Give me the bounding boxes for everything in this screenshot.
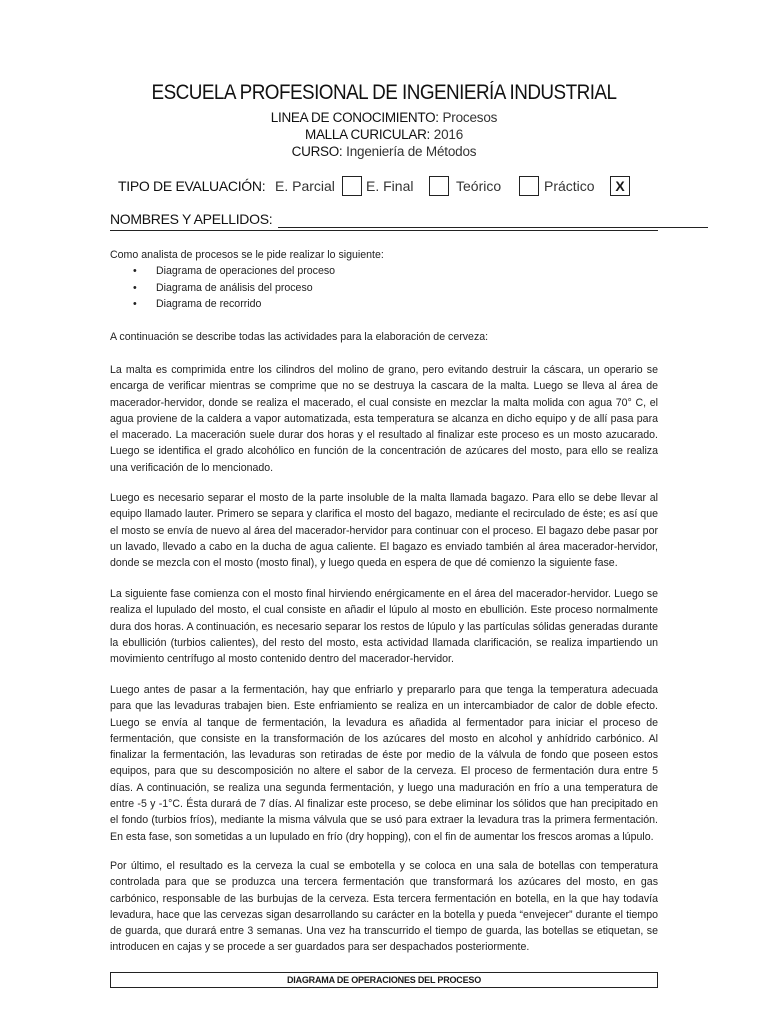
option-final-checkbox[interactable] [429,176,449,196]
body-paragraph: Luego es necesario separar el mosto de la parte insoluble de la malta llamada bagazo. Para ello se debe llevar al equipo llamado lauter. Primero se separa y clarifica el mosto del bagazo, mediante el recirculado de éste; es así que el mosto se envía de nuevo al área del macerador-hervidor para continuar con el proceso. El bagazo debe pasar por un lavado, llevado a cabo en la ducha de agua caliente. El bagazo es enviado también al área macerador-hervidor, donde se mezcla con el mosto (mosto final), y luego queda en espera de que dé comienzo la siguiente fase. [110,492,658,570]
curriculum-line [0,127,768,142]
course-label: CURSO: [291,144,343,159]
lead-block [110,329,658,345]
evaluation-type-label: TIPO DE EVALUACIÓN: [118,178,266,194]
process-lead: A continuación se describe todas las actividades para la elaboración de cerveza: [110,331,489,343]
option-theory-checkbox[interactable] [519,176,539,196]
school-title: ESCUELA PROFESIONAL DE INGENIERÍA INDUSTRIAL [151,81,617,104]
task-list [110,263,658,312]
course-value: Ingeniería de Métodos [346,144,477,159]
instructions-block [110,247,658,312]
knowledge-line-value: Procesos [442,110,498,125]
body-paragraph: La siguiente fase comienza con el mosto final hirviendo enérgicamente en el área del macerador-hervidor. Luego se realiza el lupulado del mosto, el cual consiste en añadir el lúpulo al mosto en ebullición. Este proceso normalmente dura dos horas. A continuación, es necesario separar los restos de lúpulo y las partículas sólidas generadas durante la ebullición (turbios calientes), del resto del mosto, esta actividad llamada clarificación, se realiza impartiendo un movimiento centrífugo al mosto contenido dentro del macerador-hervidor. [110,588,658,666]
option-practice-label: Práctico [544,178,595,194]
knowledge-line [0,110,768,125]
curriculum-label: MALLA CURICULAR: [305,127,430,142]
evaluation-type-row [118,176,658,198]
paragraph-lautering [110,490,658,571]
option-partial-checkbox[interactable] [342,176,362,196]
student-name-row [110,210,658,231]
paragraph-malting [110,362,658,476]
task-item: • Diagrama de operaciones del proceso [110,263,658,279]
student-name-label: NOMBRES Y APELLIDOS: [110,211,273,227]
section-heading-box: DIAGRAMA DE OPERACIONES DEL PROCESO [110,972,658,988]
paragraph-fermentation [110,682,658,845]
paragraph-boiling [110,586,658,667]
option-partial-label: E. Parcial [275,178,335,194]
course-line [0,144,768,159]
option-theory-label: Teórico [456,178,502,194]
knowledge-line-label: LINEA DE CONOCIMIENTO: [270,110,439,125]
paragraph-bottling [110,858,658,956]
option-practice-checkbox[interactable]: X [610,176,630,196]
student-name-blank[interactable] [278,227,708,228]
body-paragraph: Luego antes de pasar a la fermentación, hay que enfriarlo y prepararlo para que tenga la temperatura adecuada para que las levaduras trabajen bien. Este enfriamiento se realiza en un intercambiador de calor de doble efecto. Luego se envía al tanque de fermentación, la levadura es añadida al fermentador para iniciar el proceso de fermentación, que consiste en la transformación de los azúcares del mosto en alcohol y anhídrido carbónico. Al finalizar la fermentación, las levaduras son retiradas de éste por medio de la válvula de fondo que poseen estos equipos, para que su descomposición no altere el sabor de la cerveza. El proceso de fermentación dura entre 5 días. A continuación, se realiza una segunda fermentación, y luego una maduración en frío a una temperatura de entre -5 y -1°C. Ésta durará de 7 días. Al finalizar este proceso, se debe eliminar los sólidos que han precipitado en el fondo (turbios fríos), mediante la misma válvula que se usó para extraer la levadura tras la primera fermentación. En esta fase, son sometidas a un lupulado en frío (dry hopping), con el fin de aumentar los frescos aromas a lúpulo. [110,684,658,843]
body-paragraph: La malta es comprimida entre los cilindros del molino de grano, pero evitando destruir la cáscara, un operario se encarga de verificar mientras se comprime que no se destruya la cascara de la malta. Luego se lleva al área de macerador-hervidor, donde se realiza el macerado, el cual consiste en mezclar la malta molida con agua 70° C, el agua proviene de la caldera a vapor automatizada, esta temperatura se alcanza en dicho equipo y de allí pasa para el macerado. La maceración suele durar dos horas y el resultado al finalizar este proceso es un mosto azucarado. Luego se identifica el grado alcohólico en función de la concentración de azúcares del mosto, para ello se realiza una verificación de lo mencionado. [110,364,658,474]
option-final-label: E. Final [366,178,414,194]
task-item: • Diagrama de recorrido [110,296,658,312]
instructions-intro: Como analista de procesos se le pide realizar lo siguiente: [110,249,384,261]
body-paragraph: Por último, el resultado es la cerveza la cual se embotella y se coloca en una sala de botellas con temperatura controlada para que se produzca una tercera fermentación que transformará los azúcares del mosto, en gas carbónico, responsable de las burbujas de la cerveza. Esta tercera fermentación en botella, en la que hay todavía levadura, hace que las cervezas sigan desarrollando su carácter en la botella y pueda “envejecer” durante el tiempo de guarda, que durará entre 3 semanas. Una vez ha transcurrido el tiempo de guarda, las botellas se etiquetan, se introducen en cajas y se procede a ser guardados para ser despachados posteriormente. [110,860,658,954]
curriculum-value: 2016 [433,127,463,142]
task-item: • Diagrama de análisis del proceso [110,280,658,296]
